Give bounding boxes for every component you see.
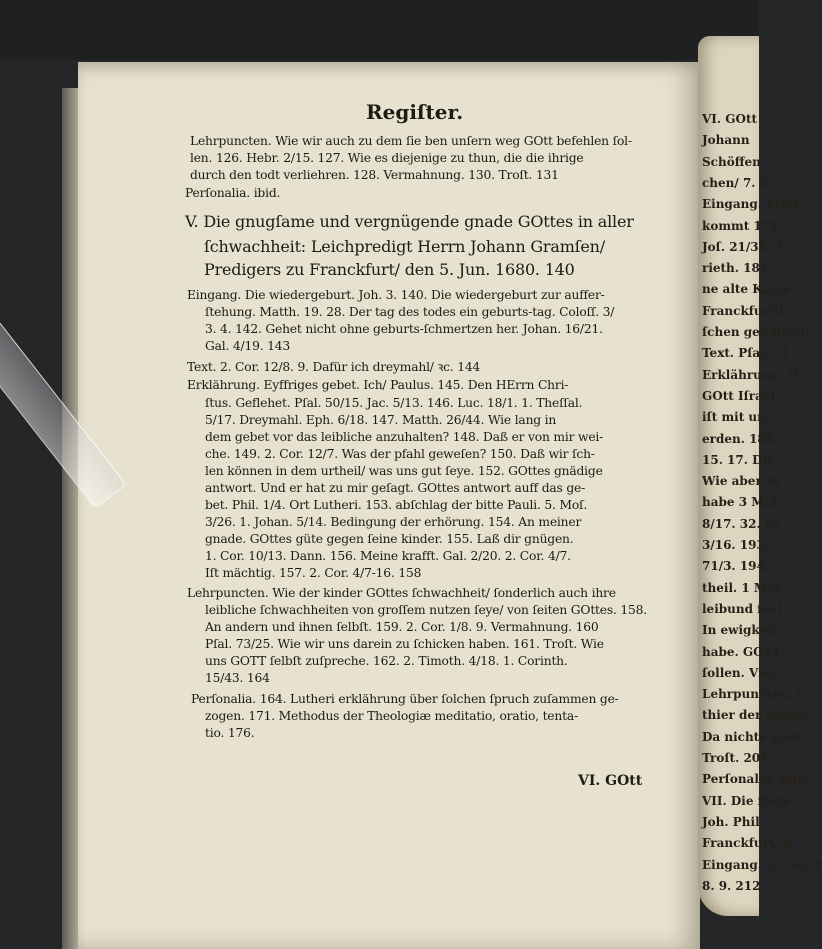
- facing-page-line: 15. 17. Die: [702, 452, 775, 467]
- entry-line: leibliche ſchwachheiten von groſſem nutzen ſeye/ von ſeiten GOttes. 158.: [205, 603, 647, 617]
- facing-page-line: Eingang. 2. Cor. 4: [702, 857, 822, 872]
- entry-line: gnade. GOttes güte gegen ſeine kinder. 155. Laß dir gnügen.: [205, 532, 574, 546]
- entry-line: ſtus. Geflehet. Pſal. 50/15. Jac. 5/13. 146. Luc. 18/1. 1. Theſſal.: [205, 396, 583, 410]
- facing-page-line: Franckfurtiſ: [702, 303, 785, 318]
- entry-line: uns GOTT ſelbſt zuſpreche. 162. 2. Timoth. 4/18. 1. Corinth.: [205, 654, 568, 668]
- section-heading-line: Predigers zu Franckfurt/ den 5. Jun. 1680. 140: [204, 260, 575, 279]
- entry-line: durch den todt verliehren. 128. Vermahnung. 130. Troſt. 131: [190, 168, 559, 182]
- facing-page-line: Troſt. 204: [702, 751, 769, 765]
- entry-line: tio. 176.: [205, 726, 255, 740]
- facing-page-line: Text. Pſal. 71: [702, 346, 790, 361]
- facing-page-line: 3/16. 193.: [702, 538, 770, 552]
- facing-page-line: thier der rechte.: [702, 708, 813, 723]
- facing-page-line: kommt 179.: [702, 218, 783, 233]
- facing-page-line: habe. GOTT: [702, 644, 782, 659]
- facing-page-line: leibund ſeel: [702, 601, 783, 616]
- facing-page-line: VI. GOtt: [702, 112, 758, 126]
- entry-line: len können in dem urtheil/ was uns gut ſeye. 152. GOttes gnädige: [205, 464, 603, 478]
- facing-page-line: Lehrpuncten. G: [702, 687, 807, 702]
- entry-line: Iſt mächtig. 157. 2. Cor. 4/7-16. 158: [205, 566, 422, 580]
- facing-page-line: rieth. 181.: [702, 261, 773, 276]
- facing-page-line: erden. 188.: [702, 431, 779, 446]
- facing-page-line: theil. 1 Moſ.: [702, 580, 785, 595]
- entry-line: antwort. Und er hat zu mir geſagt. GOttes antwort auff das ge-: [205, 481, 586, 495]
- entry-line: Eingang. Die wiedergeburt. Joh. 3. 140. Die wiedergeburt zur auffer-: [187, 288, 605, 302]
- background-top: [0, 0, 759, 60]
- facing-page-line: ne alte Käyſe: [702, 282, 791, 297]
- facing-page-line: Eingang. Pred.: [702, 197, 802, 212]
- facing-page-line: Perſonalia. ibid.: [702, 772, 810, 787]
- entry-line: che. 149. 2. Cor. 12/7. Was der pfahl geweſen? 150. Daß wir ſch-: [205, 447, 595, 461]
- facing-page-line: Joh. Phil: [702, 814, 760, 829]
- entry-line: zogen. 171. Methodus der Theologiæ meditatio, oratio, tenta-: [205, 709, 578, 723]
- entry-line: An andern und ihnen ſelbſt. 159. 2. Cor. 1/8. 9. Vermahnung. 160: [205, 620, 599, 634]
- entry-line: len. 126. Hebr. 2/15. 127. Wie es diejenige zu thun, die die ihrige: [190, 151, 584, 165]
- entry-line: 3/26. 1. Johan. 5/14. Bedingung der erhörung. 154. An meiner: [205, 515, 582, 529]
- entry-line: Lehrpuncten. Wie wir auch zu dem ſie ben unſern weg GOtt befehlen ſol-: [190, 134, 632, 148]
- entry-line: Pſal. 73/25. Wie wir uns darein zu ſchicken haben. 161. Troſt. Wie: [205, 637, 604, 651]
- page-title: Regiſter.: [366, 100, 464, 124]
- entry-line: ſtehung. Matth. 19. 28. Der tag des todes ein geburts-tag. Coloſſ. 3/: [205, 305, 615, 319]
- entry-line: 3. 4. 142. Gehet nicht ohne geburts-ſchmertzen her. Johan. 16/21.: [205, 322, 603, 336]
- entry-line: 15/43. 164: [205, 671, 270, 685]
- entry-line: 5/17. Dreymahl. Eph. 6/18. 147. Matth. 26/44. Wie lang in: [205, 413, 557, 427]
- entry-line: Erklährung. Eyffriges gebet. Ich/ Paulus. 145. Den HErrn Chri-: [187, 378, 569, 392]
- entry-line: Text. 2. Cor. 12/8. 9. Dafür ich dreymahl/ ꝛc. 144: [187, 360, 481, 374]
- entry-line: bet. Phil. 1/4. Ort Lutheri. 153. abſchlag der bitte Pauli. 5. Moſ.: [205, 498, 588, 512]
- facing-page-line: GOtt Iſrael: [702, 388, 776, 403]
- entry-line: Lehrpuncten. Wie der kinder GOttes ſchwachheit/ ſonderlich auch ihre: [187, 586, 616, 600]
- facing-page-line: In ewigkeit: [702, 623, 778, 638]
- entry-line: 1. Cor. 10/13. Dann. 156. Meine krafft. Gal. 2/20. 2. Cor. 4/7.: [205, 549, 571, 563]
- facing-page-line: 71/3. 194.: [702, 559, 770, 574]
- facing-page-line: Da nichts ande: [702, 729, 803, 744]
- facing-page-line: chen/ 7. O: [702, 175, 771, 190]
- facing-page-line: Erklährung. D: [702, 367, 798, 382]
- section-heading-line: ſchwachheit: Leichpredigt Herrn Johann Gramſen/: [204, 237, 605, 256]
- facing-page-line: 8/17. 32. Jo: [702, 516, 779, 531]
- facing-page-line: iſt mit un: [702, 410, 766, 425]
- facing-page-line: ſollen. Vnt.: [702, 665, 777, 680]
- facing-page-line: habe 3 Moſ.: [702, 495, 782, 510]
- facing-page-line: Schöffen: [702, 154, 761, 169]
- facing-page-line: Johann: [702, 133, 750, 148]
- entry-line: dem gebet vor das leibliche anzuhalten? 148. Daß er von mir wei-: [205, 430, 604, 444]
- facing-page-line: 8. 9. 212: [702, 878, 761, 893]
- facing-page-line: ſchen geſchlech: [702, 325, 810, 339]
- facing-page-line: Wie aber m: [702, 474, 779, 489]
- facing-page-line: Franckfurt/ d: [702, 836, 792, 851]
- facing-page: [698, 36, 822, 916]
- entry-line: Gal. 4/19. 143: [205, 339, 291, 353]
- facing-page-line: Joſ. 21/38. 1: [702, 239, 784, 254]
- entry-line: Perſonalia. 164. Lutheri erklährung über ſolchen ſpruch zuſammen ge-: [191, 692, 619, 706]
- section-heading-line: V. Die gnugſame und vergnügende gnade GOttes in aller: [185, 212, 634, 231]
- entry-line: Perſonalia. ibid.: [185, 186, 281, 200]
- facing-page-line: VII. Die ſtärk: [702, 793, 791, 808]
- catchword: VI. GOtt: [578, 773, 643, 789]
